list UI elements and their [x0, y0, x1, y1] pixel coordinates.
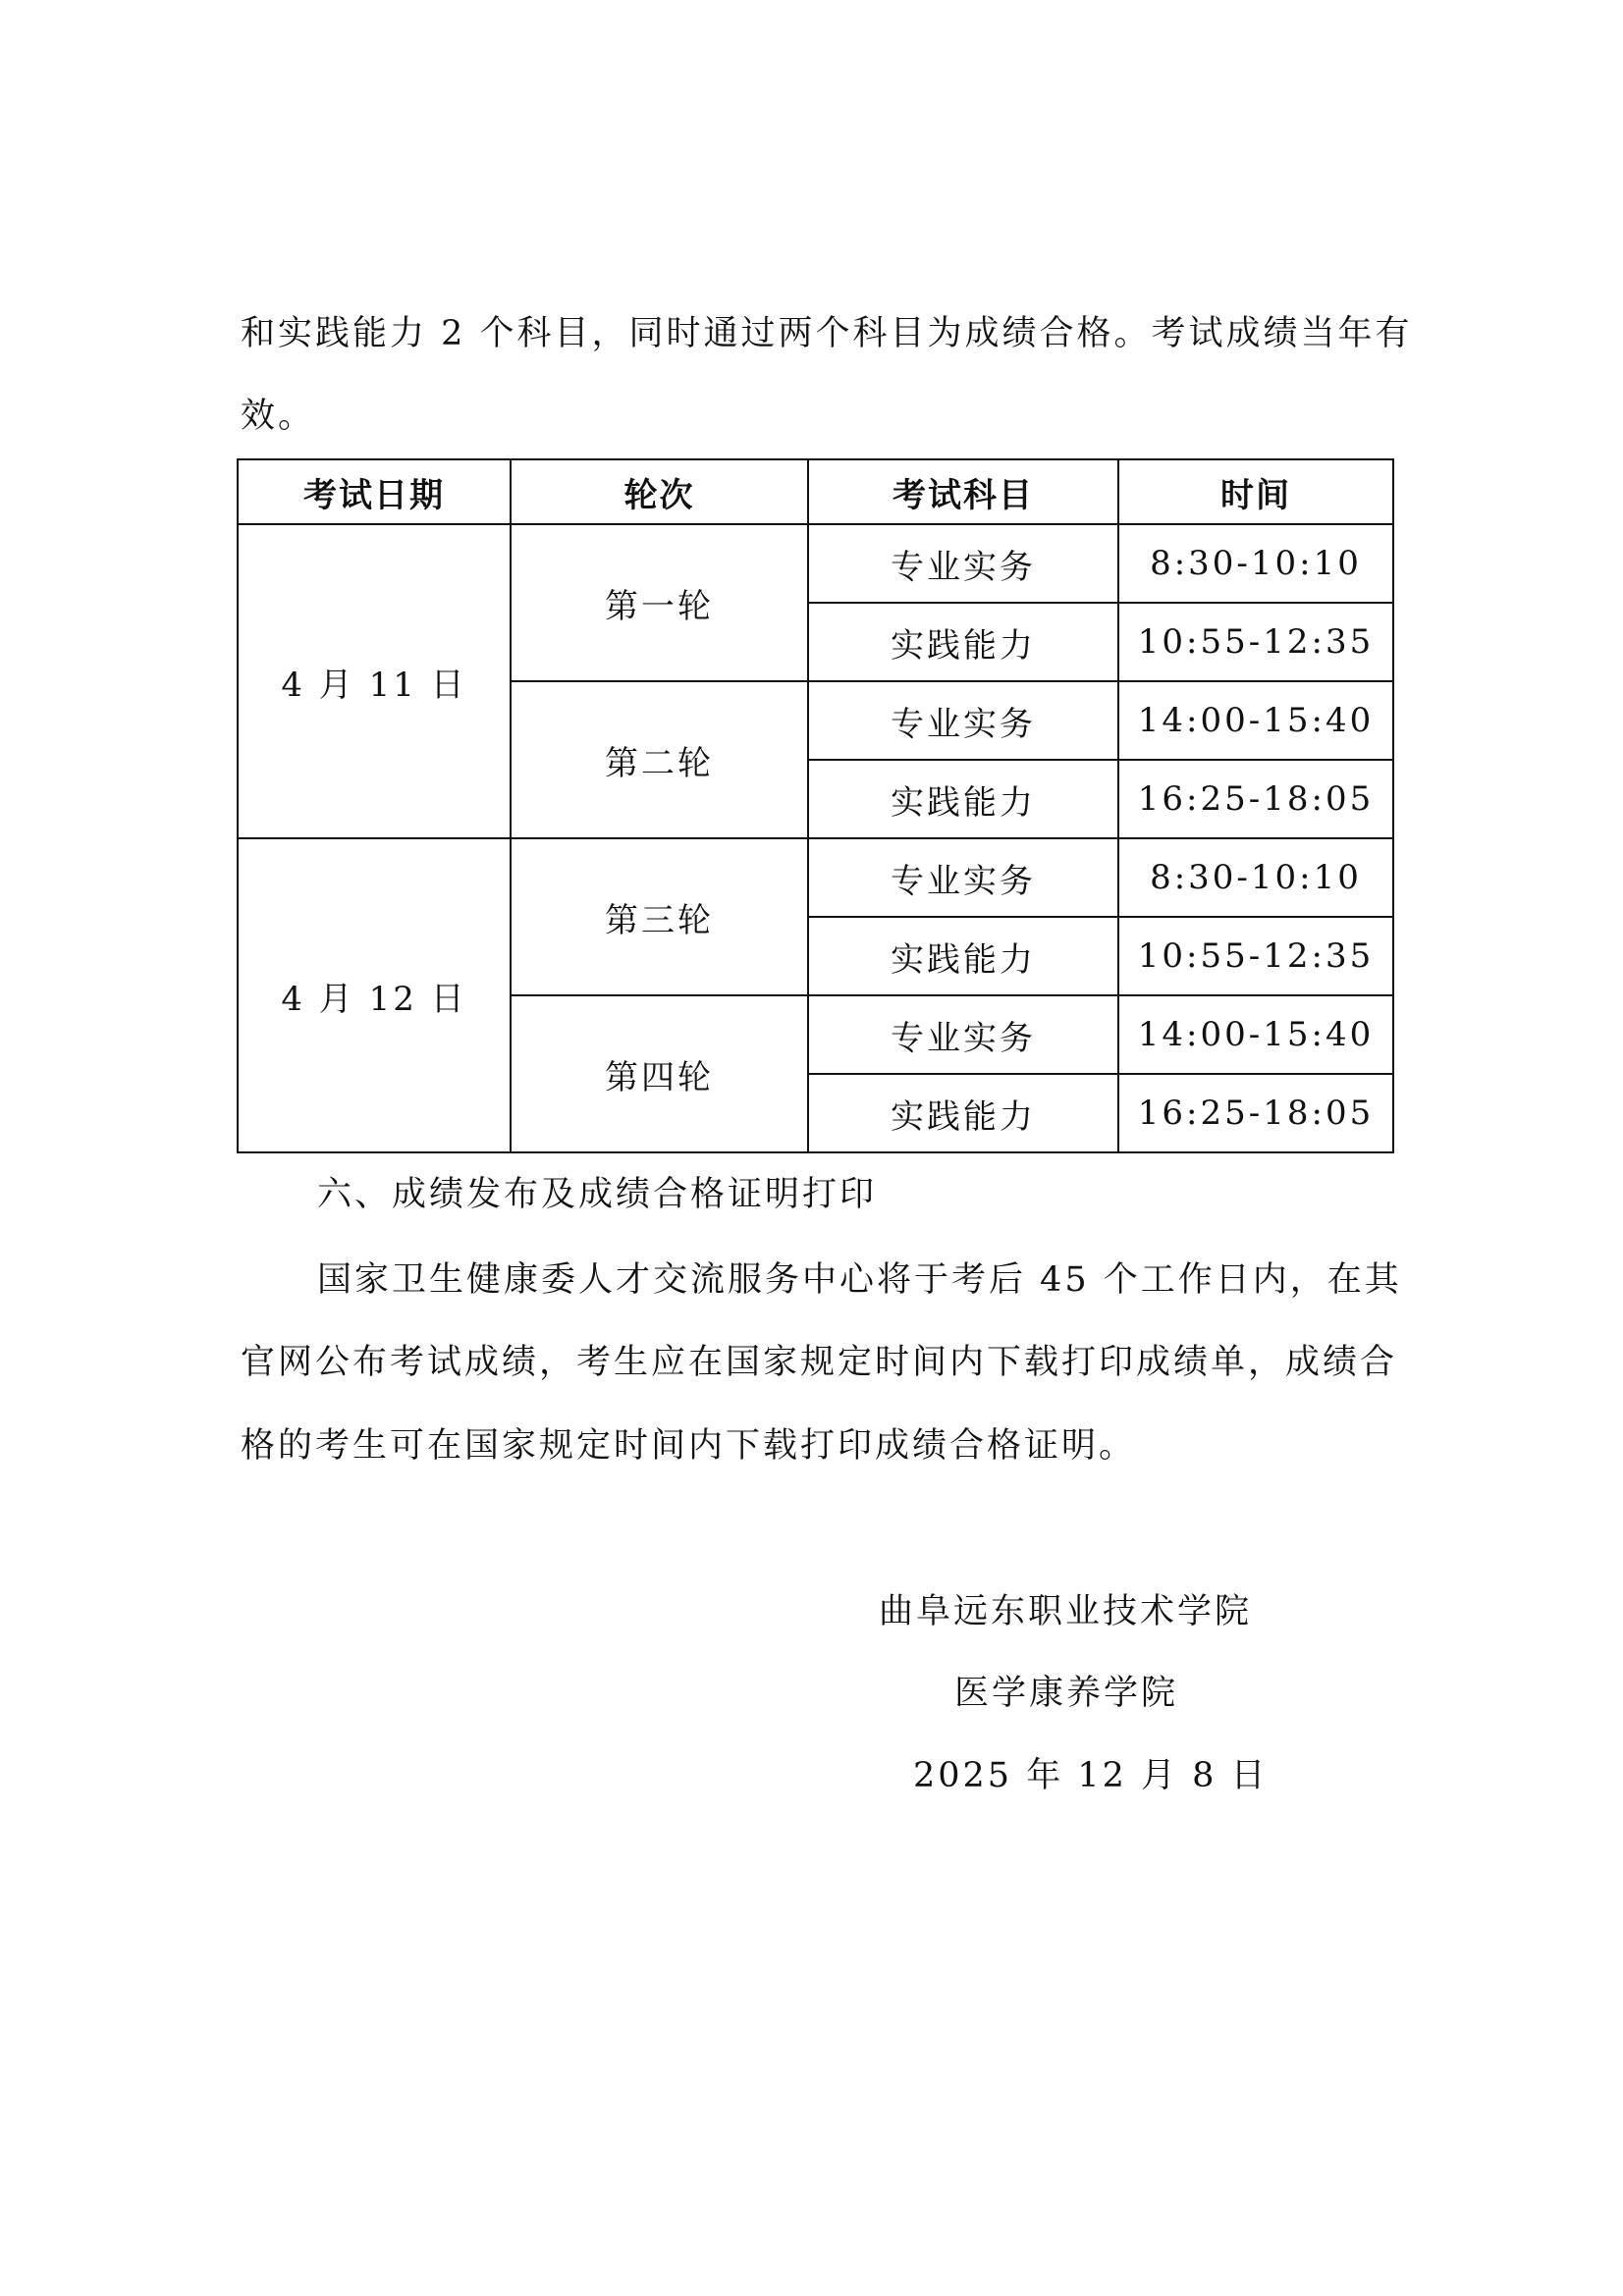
table-row: [238, 524, 1393, 603]
signature-org-2: 医学康养学院: [954, 1674, 1179, 1713]
header-time: 时间: [1118, 459, 1393, 524]
section-6-line-2: 官网公布考试成绩，考生应在国家规定时间内下载打印成绩单，成绩合: [241, 1343, 1398, 1382]
round-cell: 第三轮: [511, 838, 808, 995]
time-cell: 8:30-10:10: [1118, 838, 1393, 917]
time-cell: 16:25-18:05: [1118, 760, 1393, 838]
time-cell: 16:25-18:05: [1118, 1074, 1393, 1152]
subject-cell: 专业实务: [808, 838, 1118, 917]
round-cell: 第二轮: [511, 681, 808, 838]
table-row: [238, 838, 1393, 917]
time-cell: 14:00-15:40: [1118, 681, 1393, 760]
time-cell: 14:00-15:40: [1118, 995, 1393, 1074]
header-round: 轮次: [511, 459, 808, 524]
subject-cell: 专业实务: [808, 995, 1118, 1074]
time-cell: 8:30-10:10: [1118, 524, 1393, 603]
time-cell: 10:55-12:35: [1118, 603, 1393, 681]
round-cell: 第一轮: [511, 524, 808, 681]
table-header-row: [238, 459, 1393, 524]
header-exam-date: 考试日期: [238, 459, 511, 524]
date-cell: 4 月 12 日: [238, 838, 511, 1152]
intro-line-1: 和实践能力 2 个科目，同时通过两个科目为成绩合格。考试成绩当年有: [241, 314, 1413, 353]
intro-line-2: 效。: [241, 397, 316, 436]
time-cell: 10:55-12:35: [1118, 917, 1393, 995]
date-cell: 4 月 11 日: [238, 524, 511, 838]
subject-cell: 实践能力: [808, 917, 1118, 995]
section-6-line-3: 格的考生可在国家规定时间内下载打印成绩合格证明。: [241, 1426, 1137, 1466]
subject-cell: 专业实务: [808, 681, 1118, 760]
exam-schedule-table: [237, 458, 1394, 1153]
header-subject: 考试科目: [808, 459, 1118, 524]
round-cell: 第四轮: [511, 995, 808, 1152]
subject-cell: 专业实务: [808, 524, 1118, 603]
subject-cell: 实践能力: [808, 760, 1118, 838]
signature-date: 2025 年 12 月 8 日: [913, 1756, 1269, 1795]
subject-cell: 实践能力: [808, 1074, 1118, 1152]
signature-org-1: 曲阜远东职业技术学院: [879, 1592, 1253, 1631]
section-6-line-1: 国家卫生健康委人才交流服务中心将于考后 45 个工作日内，在其: [317, 1260, 1402, 1300]
subject-cell: 实践能力: [808, 603, 1118, 681]
section-6-heading: 六、成绩发布及成绩合格证明打印: [317, 1175, 878, 1214]
